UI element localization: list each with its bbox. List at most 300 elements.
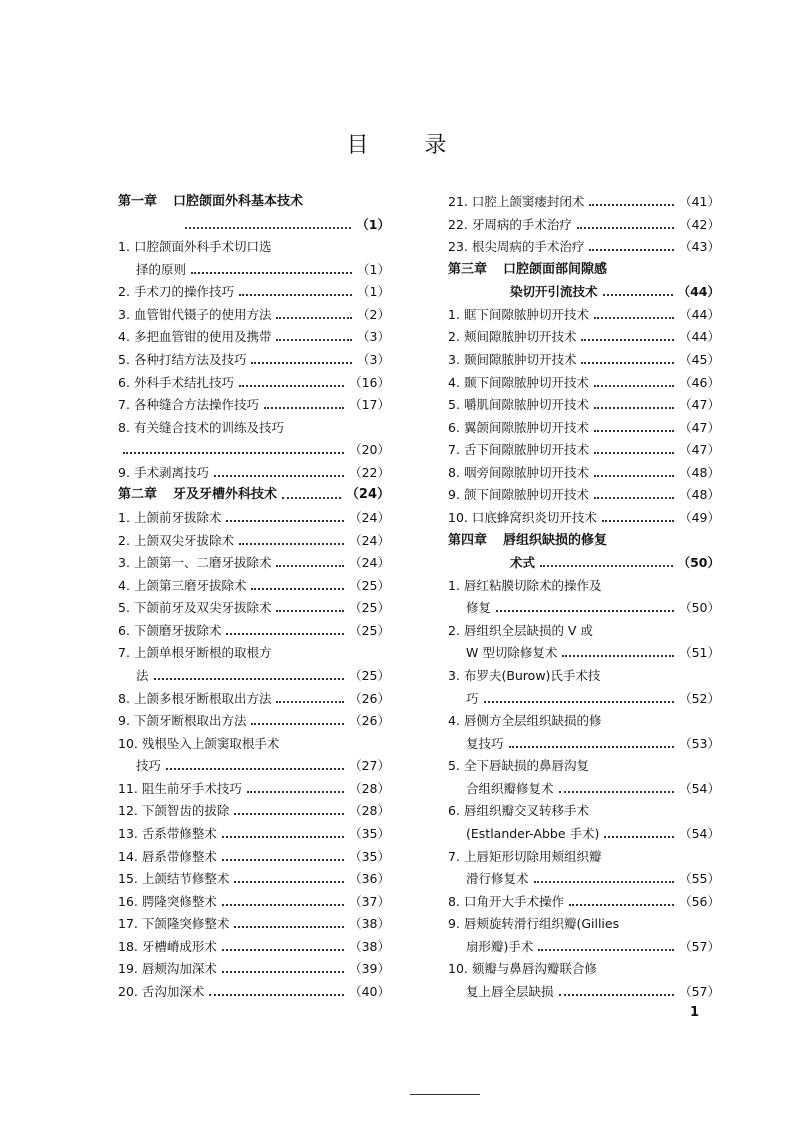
entry-page: （57） xyxy=(679,983,720,999)
entry-number: 1. xyxy=(448,306,460,322)
dot-leader xyxy=(589,204,674,206)
entry-page: （40） xyxy=(349,983,390,999)
entry-page: （44） xyxy=(679,329,720,345)
toc-entry xyxy=(448,461,720,481)
toc-entry xyxy=(448,280,720,300)
toc-entry xyxy=(448,867,720,887)
dot-leader xyxy=(234,881,344,883)
dot-leader xyxy=(214,475,344,477)
entry-number: 8. xyxy=(448,893,460,909)
page-number: 1 xyxy=(690,1005,700,1020)
dot-leader xyxy=(239,385,344,387)
toc-entry xyxy=(118,393,390,413)
entry-title: 上颌单根牙断根的取根方 xyxy=(133,645,272,661)
toc-entry xyxy=(118,619,390,639)
toc-entry xyxy=(118,890,390,910)
entry-number: 10. xyxy=(448,509,468,525)
entry-page: （48） xyxy=(679,464,720,480)
entry-number: 4. xyxy=(448,713,460,729)
toc-entry xyxy=(448,799,720,819)
entry-page: （22） xyxy=(349,464,390,480)
entry-title: 巧 xyxy=(466,690,479,706)
entry-title: 口底蜂窝织炎切开技术 xyxy=(471,509,597,525)
toc-entry xyxy=(448,845,720,865)
toc-entry xyxy=(118,371,390,391)
entry-number: 10. xyxy=(448,961,468,977)
toc-entry xyxy=(448,325,720,345)
entry-page: （56） xyxy=(679,893,720,909)
toc-entry xyxy=(118,687,390,707)
entry-page: （49） xyxy=(679,509,720,525)
entry-page: （48） xyxy=(679,487,720,503)
dot-leader xyxy=(276,701,344,703)
toc-entry xyxy=(448,438,720,458)
dot-leader xyxy=(239,294,352,296)
toc-chapter xyxy=(448,529,720,549)
entry-page: （47） xyxy=(679,397,720,413)
dot-leader xyxy=(577,227,674,229)
toc-entry xyxy=(118,799,390,819)
dot-leader xyxy=(538,949,674,951)
entry-title: 有关缝合技术的训练及技巧 xyxy=(133,419,284,435)
entry-page: （54） xyxy=(679,780,720,796)
entry-number: 1. xyxy=(448,577,460,593)
toc-entry xyxy=(118,709,390,729)
toc-entry xyxy=(448,235,720,255)
dot-leader xyxy=(496,610,674,612)
entry-title: 上唇矩形切除用颊组织瓣 xyxy=(463,848,602,864)
dot-leader xyxy=(222,949,344,951)
entry-title: 唇组织全层缺损的 V 或 xyxy=(463,622,593,638)
entry-title: 舌下间隙脓肿切开技术 xyxy=(463,442,589,458)
entry-title: 手术剥离技巧 xyxy=(133,464,209,480)
entry-title: 口腔颌面外科手术切口选 xyxy=(133,239,272,255)
entry-page: （25） xyxy=(349,600,390,616)
entry-title: 合组织瓣修复术 xyxy=(466,780,554,796)
entry-page: （54） xyxy=(679,825,720,841)
toc-entry xyxy=(448,709,720,729)
entry-title: 腭隆突修整术 xyxy=(141,893,217,909)
entry-title: 阻生前牙手术技巧 xyxy=(141,780,242,796)
toc-entry xyxy=(448,506,720,526)
entry-page: （26） xyxy=(349,713,390,729)
title-char-2: 录 xyxy=(424,133,447,158)
toc-entry xyxy=(448,213,720,233)
dot-leader xyxy=(589,249,674,251)
entry-number: 第二章 xyxy=(118,487,158,503)
toc-entry xyxy=(118,845,390,865)
dot-leader xyxy=(594,317,674,319)
entry-number: 6. xyxy=(448,803,460,819)
entry-title: 上颌第一、二磨牙拔除术 xyxy=(133,555,272,571)
entry-page: （50） xyxy=(677,555,720,571)
entry-title: 颞间隙脓肿切开技术 xyxy=(463,351,577,367)
toc-entry xyxy=(118,438,390,458)
entry-title: 滑行修复术 xyxy=(466,871,529,887)
entry-title: 全下唇缺损的鼻唇沟复 xyxy=(463,758,589,774)
entry-title: 复技巧 xyxy=(466,735,504,751)
toc-entry xyxy=(448,190,720,210)
entry-title: 唇颊旋转滑行组织瓣(Gillies xyxy=(463,916,620,932)
entry-page: （1） xyxy=(357,261,390,277)
entry-number: 2. xyxy=(448,622,460,638)
toc-entry xyxy=(118,664,390,684)
toc-entry xyxy=(448,574,720,594)
dot-leader xyxy=(562,655,674,657)
entry-number: 10. xyxy=(118,735,138,751)
dot-leader xyxy=(559,994,675,996)
entry-title: 颏瓣与鼻唇沟瓣联合修 xyxy=(471,961,597,977)
entry-number: 5. xyxy=(448,758,460,774)
entry-title: 舌沟加深术 xyxy=(141,983,205,999)
entry-number: 14. xyxy=(118,848,138,864)
entry-title: 上颌多根牙断根取出方法 xyxy=(133,690,272,706)
entry-number: 23. xyxy=(448,239,468,255)
toc-entry xyxy=(118,957,390,977)
toc-chapter xyxy=(118,483,390,503)
entry-page: （38） xyxy=(349,938,390,954)
entry-page: （25） xyxy=(349,622,390,638)
dot-leader xyxy=(484,701,675,703)
entry-page: （43） xyxy=(679,239,720,255)
entry-title: 牙槽嵴成形术 xyxy=(141,938,217,954)
toc-entry xyxy=(448,551,720,571)
toc-entry xyxy=(118,461,390,481)
entry-page: （47） xyxy=(679,442,720,458)
entry-page: （3） xyxy=(357,351,390,367)
footer-rule xyxy=(410,1094,480,1095)
entry-title: 术式 xyxy=(510,555,536,571)
entry-page: （37） xyxy=(349,893,390,909)
entry-title: 嚼肌间隙脓肿切开技术 xyxy=(463,397,589,413)
entry-number: 7. xyxy=(118,397,130,413)
entry-title: 上颌双尖牙拔除术 xyxy=(133,532,234,548)
entry-title: 口腔颌面外科基本技术 xyxy=(173,194,304,209)
dot-leader xyxy=(604,836,674,838)
entry-title: 上颌前牙拔除术 xyxy=(133,509,222,525)
entry-title: 上颌第三磨牙拔除术 xyxy=(133,577,247,593)
dot-leader xyxy=(276,610,344,612)
toc-entry xyxy=(448,641,720,661)
entry-title: 法 xyxy=(136,667,149,683)
entry-page: （47） xyxy=(679,419,720,435)
toc-entry xyxy=(118,303,390,323)
dot-leader xyxy=(540,565,673,567)
toc-entry xyxy=(118,777,390,797)
entry-title: 牙及牙槽外科技术 xyxy=(173,487,278,503)
dot-leader xyxy=(594,475,674,477)
entry-number: 9. xyxy=(448,487,460,503)
entry-page: （51） xyxy=(679,645,720,661)
toc-entry xyxy=(448,980,720,1000)
entry-number: 4. xyxy=(448,374,460,390)
entry-page: （28） xyxy=(349,803,390,819)
toc-entry xyxy=(118,732,390,752)
entry-title: 上颌结节修整术 xyxy=(141,871,230,887)
entry-page: （2） xyxy=(357,306,390,322)
entry-number: 第四章 xyxy=(448,532,488,548)
entry-title: 下颌前牙及双尖牙拔除术 xyxy=(133,600,272,616)
dot-leader xyxy=(594,430,674,432)
entry-number: 21. xyxy=(448,194,468,209)
toc-chapter xyxy=(448,258,720,278)
entry-title: 唇侧方全层组织缺损的修 xyxy=(463,713,602,729)
dot-leader xyxy=(251,723,344,725)
entry-number: 12. xyxy=(118,803,138,819)
entry-title: 舌系带修整术 xyxy=(141,825,217,841)
toc-entry xyxy=(448,619,720,639)
dot-leader xyxy=(222,859,344,861)
entry-page: （46） xyxy=(679,374,720,390)
entry-number: 13. xyxy=(118,825,138,841)
entry-page: （25） xyxy=(349,577,390,593)
entry-page: （38） xyxy=(349,916,390,932)
entry-page: （42） xyxy=(679,216,720,232)
dot-leader xyxy=(594,385,674,387)
entry-title: 咽旁间隙脓肿切开技术 xyxy=(463,464,589,480)
entry-page: （28） xyxy=(349,780,390,796)
entry-number: 6. xyxy=(118,374,130,390)
entry-number: 5. xyxy=(118,600,130,616)
entry-number: 5. xyxy=(118,351,130,367)
entry-number: 8. xyxy=(448,464,460,480)
title-char-1: 目 xyxy=(346,133,369,158)
entry-title: 颞下间隙脓肿切开技术 xyxy=(463,374,589,390)
entry-number: 9. xyxy=(448,916,460,932)
entry-title: 唇红粘膜切除术的操作及 xyxy=(463,577,602,593)
toc-entry xyxy=(448,687,720,707)
toc-entry xyxy=(448,777,720,797)
entry-page: （24） xyxy=(349,555,390,571)
entry-page: （35） xyxy=(349,825,390,841)
entry-title: 技巧 xyxy=(136,758,162,774)
entry-page: （16） xyxy=(349,374,390,390)
entry-page: （3） xyxy=(357,329,390,345)
entry-title: 布罗夫(Burow)氏手术技 xyxy=(463,667,601,683)
toc-entry xyxy=(118,822,390,842)
toc-entry xyxy=(118,754,390,774)
toc-entry xyxy=(448,935,720,955)
dot-leader xyxy=(594,497,674,499)
dot-leader xyxy=(594,407,674,409)
entry-number: 19. xyxy=(118,961,138,977)
entry-page: （1） xyxy=(356,216,390,232)
dot-leader xyxy=(276,317,352,319)
dot-leader xyxy=(226,633,344,635)
dot-leader xyxy=(191,272,352,274)
toc-entry xyxy=(118,574,390,594)
dot-leader xyxy=(509,746,675,748)
toc-entry xyxy=(118,641,390,661)
dot-leader xyxy=(559,791,675,793)
entry-title: 染切开引流技术 xyxy=(510,284,598,300)
entry-title: 各种缝合方法操作技巧 xyxy=(133,397,259,413)
entry-title: 口角开大手术操作 xyxy=(463,893,564,909)
entry-page: （41） xyxy=(679,194,720,209)
entry-page: （50） xyxy=(679,600,720,616)
dot-leader xyxy=(581,339,674,341)
entry-number: 1. xyxy=(118,509,130,525)
toc-entry xyxy=(118,867,390,887)
dot-leader xyxy=(282,497,341,499)
entry-title: 外科手术结扎技巧 xyxy=(133,374,234,390)
entry-title: 下颌智齿的拔除 xyxy=(141,803,230,819)
toc-entry xyxy=(118,506,390,526)
dot-leader xyxy=(247,791,344,793)
dot-leader xyxy=(276,565,344,567)
entry-number: 7. xyxy=(448,442,460,458)
toc-entry xyxy=(448,371,720,391)
entry-number: 3. xyxy=(448,667,460,683)
dot-leader xyxy=(209,994,344,996)
toc-entry xyxy=(448,416,720,436)
toc-entry xyxy=(118,416,390,436)
dot-leader xyxy=(603,294,673,296)
entry-title: 择的原则 xyxy=(136,261,187,277)
entry-number: 22. xyxy=(448,216,468,232)
entry-number: 18. xyxy=(118,938,138,954)
entry-number: 1. xyxy=(118,239,130,255)
entry-page: （1） xyxy=(357,284,390,300)
entry-number: 11. xyxy=(118,780,138,796)
entry-number: 第三章 xyxy=(448,261,488,277)
entry-title: 唇组织缺损的修复 xyxy=(503,532,608,548)
entry-title: 唇颊沟加深术 xyxy=(141,961,217,977)
entry-number: 17. xyxy=(118,916,138,932)
toc-entry xyxy=(448,912,720,932)
entry-page: （39） xyxy=(349,961,390,977)
entry-number: 8. xyxy=(118,419,130,435)
entry-number: 3. xyxy=(448,351,460,367)
entry-title: 下颌隆突修整术 xyxy=(141,916,230,932)
toc-entry xyxy=(448,890,720,910)
toc-chapter xyxy=(118,190,390,210)
entry-title: 颌下间隙脓肿切开技术 xyxy=(463,487,589,503)
entry-title: (Estlander-Abbe 手术) xyxy=(466,825,600,841)
toc-entry xyxy=(118,258,390,278)
entry-number: 6. xyxy=(118,622,130,638)
entry-title: 眶下间隙脓肿切开技术 xyxy=(463,306,589,322)
entry-number: 20. xyxy=(118,983,138,999)
dot-leader xyxy=(154,678,345,680)
dot-leader xyxy=(166,768,344,770)
entry-number: 4. xyxy=(118,577,130,593)
dot-leader xyxy=(226,520,344,522)
dot-leader xyxy=(569,904,674,906)
entry-number: 16. xyxy=(118,893,138,909)
entry-title: 颊间隙脓肿切开技术 xyxy=(463,329,577,345)
entry-title: 唇系带修整术 xyxy=(141,848,217,864)
entry-title: 唇组织瓣交叉转移手术 xyxy=(463,803,589,819)
entry-number: 4. xyxy=(118,329,130,345)
entry-page: （27） xyxy=(349,758,390,774)
entry-page: （24） xyxy=(345,487,390,503)
dot-leader xyxy=(222,836,344,838)
entry-title: 复上唇全层缺损 xyxy=(466,983,554,999)
entry-number: 2. xyxy=(118,532,130,548)
entry-page: （57） xyxy=(679,938,720,954)
entry-title: 口腔上颌窦瘘封闭术 xyxy=(471,194,585,209)
entry-page: （55） xyxy=(679,871,720,887)
toc-entry xyxy=(118,912,390,932)
entry-title: 血管钳代镊子的使用方法 xyxy=(133,306,272,322)
entry-title: 修复 xyxy=(466,600,492,616)
dot-leader xyxy=(185,227,351,229)
toc-entry xyxy=(118,980,390,1000)
entry-title: 口腔颌面部间隙感 xyxy=(503,261,608,277)
dot-leader xyxy=(581,362,674,364)
page-title xyxy=(0,128,793,159)
entry-page: （53） xyxy=(679,735,720,751)
toc-entry xyxy=(448,483,720,503)
toc-entry xyxy=(448,754,720,774)
entry-title: 翼颌间隙脓肿切开技术 xyxy=(463,419,589,435)
toc-entry xyxy=(448,957,720,977)
toc-entry xyxy=(448,348,720,368)
toc-entry xyxy=(448,822,720,842)
entry-number: 2. xyxy=(448,329,460,345)
entry-number: 5. xyxy=(448,397,460,413)
toc-entry xyxy=(118,596,390,616)
entry-number: 7. xyxy=(448,848,460,864)
entry-page: （24） xyxy=(349,532,390,548)
entry-title: 扇形瓣)手术 xyxy=(466,938,534,954)
entry-title: 残根坠入上颌窦取根手术 xyxy=(141,735,280,751)
entry-page: （36） xyxy=(349,871,390,887)
entry-number: 9. xyxy=(118,464,130,480)
entry-number: 15. xyxy=(118,871,138,887)
dot-leader xyxy=(234,926,344,928)
dot-leader xyxy=(251,588,344,590)
entry-page: （17） xyxy=(349,397,390,413)
entry-page: （26） xyxy=(349,690,390,706)
toc-entry xyxy=(448,596,720,616)
entry-title: 多把血管钳的使用及携带 xyxy=(133,329,272,345)
dot-leader xyxy=(239,543,344,545)
entry-title: 下颌牙断根取出方法 xyxy=(133,713,247,729)
entry-page: （44） xyxy=(677,284,720,300)
entry-page: （25） xyxy=(349,667,390,683)
entry-page: （35） xyxy=(349,848,390,864)
entry-number: 7. xyxy=(118,645,130,661)
dot-leader xyxy=(534,881,675,883)
toc-entry xyxy=(118,348,390,368)
toc-entry xyxy=(118,213,390,233)
dot-leader xyxy=(276,339,352,341)
dot-leader xyxy=(602,520,674,522)
entry-number: 3. xyxy=(118,555,130,571)
toc-entry xyxy=(118,551,390,571)
entry-title: 牙周病的手术治疗 xyxy=(471,216,572,232)
dot-leader xyxy=(234,813,344,815)
entry-page: （45） xyxy=(679,351,720,367)
toc-entry xyxy=(448,664,720,684)
entry-title: 各种打结方法及技巧 xyxy=(133,351,247,367)
dot-leader xyxy=(251,362,352,364)
entry-page: （52） xyxy=(679,690,720,706)
dot-leader xyxy=(222,971,344,973)
entry-title: 下颌磨牙拔除术 xyxy=(133,622,222,638)
entry-page: （20） xyxy=(349,442,390,458)
entry-title: W 型切除修复术 xyxy=(466,645,558,661)
entry-title: 根尖周病的手术治疗 xyxy=(471,239,585,255)
toc-entry xyxy=(118,325,390,345)
entry-number: 8. xyxy=(118,690,130,706)
entry-title: 手术刀的操作技巧 xyxy=(133,284,234,300)
entry-number: 第一章 xyxy=(118,194,158,209)
dot-leader xyxy=(264,407,344,409)
toc-entry xyxy=(118,280,390,300)
